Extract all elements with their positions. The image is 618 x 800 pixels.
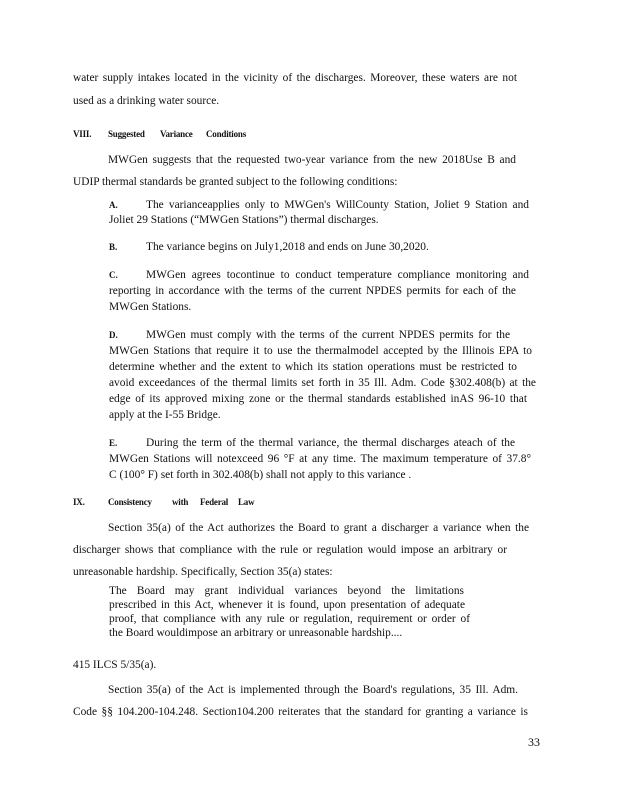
list-item-line: MWGen Stations will notexceed 96 °F at any time. The maximum temperature of 37.8° bbox=[109, 453, 531, 465]
list-item-line: During the term of the thermal variance, the thermal discharges ateach of the bbox=[146, 437, 515, 449]
section-heading-word: Law bbox=[238, 497, 255, 507]
list-item-line: edge of its approved mixing zone or the thermal standards established inAS 96-10 that bbox=[109, 393, 527, 405]
section-number: IX. bbox=[73, 497, 85, 507]
body-text-line: discharger shows that compliance with the rule or regulation would impose an arbitrary or bbox=[73, 544, 507, 556]
body-text-line: Section 35(a) of the Act authorizes the Board to grant a discharger a variance when the bbox=[108, 522, 529, 534]
section-heading-word: Conditions bbox=[206, 129, 247, 139]
list-item-line: MWGen Stations that require it to use the thermalmodel accepted by the Illinois EPA to bbox=[109, 345, 532, 357]
list-item-line: MWGen Stations. bbox=[109, 301, 192, 313]
quote-line: proof, that compliance with any rule or regulation, requirement or order of bbox=[109, 613, 470, 625]
list-item-line: Joliet 29 Stations (“MWGen Stations”) thermal discharges. bbox=[109, 214, 379, 226]
section-heading-word: Variance bbox=[160, 129, 193, 139]
body-text-line: used as a drinking water source. bbox=[73, 95, 220, 107]
list-item-line: The varianceapplies only to MWGen's WillCounty Station, Joliet 9 Station and bbox=[146, 199, 529, 211]
list-item-line: apply at the I-55 Bridge. bbox=[109, 409, 221, 421]
section-heading-word: Suggested bbox=[108, 129, 145, 139]
page-number: 33 bbox=[528, 735, 540, 749]
list-item-label: D. bbox=[109, 330, 118, 340]
section-heading-word: Consistency bbox=[108, 497, 152, 507]
list-item-line: determine whether and the extent to which its station operations must be restricted to bbox=[109, 361, 517, 373]
citation: 415 ILCS 5/35(a). bbox=[73, 659, 157, 671]
section-heading-word: Federal bbox=[200, 497, 229, 507]
section-heading-word: with bbox=[172, 497, 189, 507]
body-text-line: water supply intakes located in the vicinity of the discharges. Moreover, these waters are not bbox=[73, 72, 517, 84]
list-item-line: C (100° F) set forth in 302.408(b) shall not apply to this variance . bbox=[109, 469, 412, 481]
list-item-line: MWGen must comply with the terms of the current NPDES permits for the bbox=[146, 329, 510, 341]
list-item-label: E. bbox=[109, 438, 118, 448]
list-item-line: The variance begins on July1,2018 and ends on June 30,2020. bbox=[146, 241, 429, 253]
list-item-line: reporting in accordance with the terms of the current NPDES permits for each of the bbox=[109, 285, 516, 297]
list-item-line: avoid exceedances of the thermal limits set forth in 35 Ill. Adm. Code §302.408(b) at the bbox=[109, 377, 536, 389]
body-text-line: MWGen suggests that the requested two-year variance from the new 2018Use B and bbox=[108, 154, 516, 166]
section-number: VIII. bbox=[73, 129, 92, 139]
list-item-label: A. bbox=[109, 200, 118, 210]
quote-line: The Board may grant individual variances beyond the limitations bbox=[109, 585, 464, 597]
list-item-line: MWGen agrees tocontinue to conduct temperature compliance monitoring and bbox=[146, 269, 529, 281]
body-text-line: unreasonable hardship. Specifically, Section 35(a) states: bbox=[73, 566, 333, 578]
body-text-line: UDIP thermal standards be granted subject to the following conditions: bbox=[73, 176, 398, 188]
body-text-line: Code §§ 104.200-104.248. Section104.200 reiterates that the standard for granting a variance is bbox=[73, 706, 528, 718]
body-text-line: Section 35(a) of the Act is implemented through the Board's regulations, 35 Ill. Adm. bbox=[108, 684, 518, 696]
quote-line: prescribed in this Act, whenever it is found, upon presentation of adequate bbox=[109, 599, 465, 611]
list-item-label: B. bbox=[109, 242, 118, 252]
quote-line: the Board wouldimpose an arbitrary or unreasonable hardship.... bbox=[109, 627, 403, 639]
list-item-label: C. bbox=[109, 270, 118, 280]
